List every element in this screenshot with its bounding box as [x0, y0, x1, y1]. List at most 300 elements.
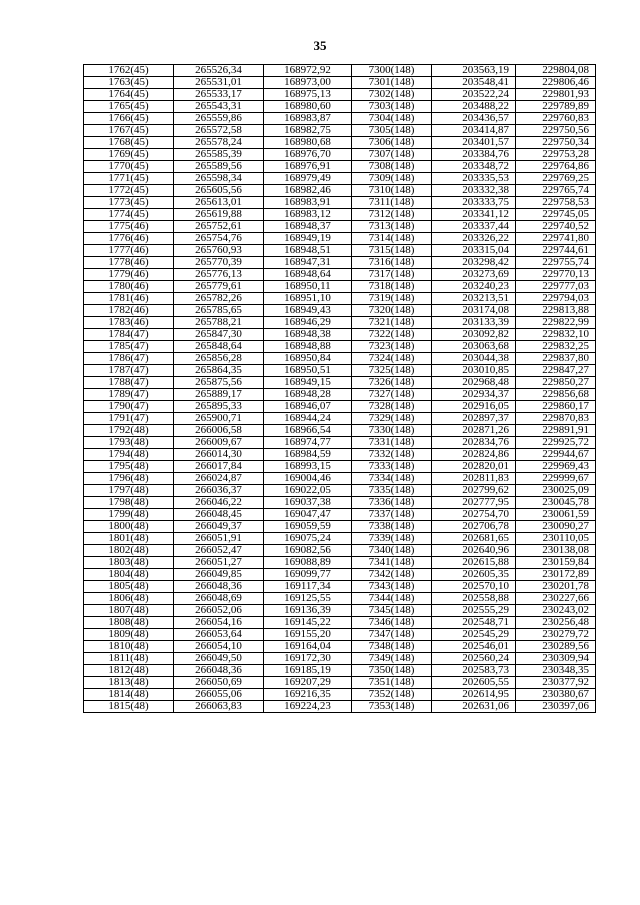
table-cell: 1794(48) — [84, 449, 174, 461]
table-cell: 1774(45) — [84, 209, 174, 221]
table-cell: 1815(48) — [84, 701, 174, 713]
table-cell: 1801(48) — [84, 533, 174, 545]
table-cell: 7307(148) — [352, 149, 432, 161]
table-cell: 202934,37 — [432, 389, 516, 401]
table-cell: 168947,31 — [264, 257, 352, 269]
table-cell: 7345(148) — [352, 605, 432, 617]
table-cell: 168982,46 — [264, 185, 352, 197]
table-cell: 229804,08 — [516, 65, 596, 77]
table-cell: 203341,12 — [432, 209, 516, 221]
coordinates-table — [83, 64, 596, 713]
table-row — [84, 353, 596, 365]
table-cell: 202968,48 — [432, 377, 516, 389]
table-cell: 168949,43 — [264, 305, 352, 317]
table-cell: 168972,92 — [264, 65, 352, 77]
table-cell: 203273,69 — [432, 269, 516, 281]
table-row — [84, 401, 596, 413]
table-cell: 1802(48) — [84, 545, 174, 557]
table-cell: 7300(148) — [352, 65, 432, 77]
table-cell: 202681,65 — [432, 533, 516, 545]
table-cell: 202546,01 — [432, 641, 516, 653]
table-row — [84, 125, 596, 137]
table-cell: 169117,34 — [264, 581, 352, 593]
table-cell: 265889,17 — [174, 389, 264, 401]
table-cell: 7330(148) — [352, 425, 432, 437]
table-cell: 168973,00 — [264, 77, 352, 89]
table-cell: 230380,67 — [516, 689, 596, 701]
table-row — [84, 281, 596, 293]
table-row — [84, 569, 596, 581]
table-cell: 202897,37 — [432, 413, 516, 425]
table-cell: 266051,91 — [174, 533, 264, 545]
table-cell: 7352(148) — [352, 689, 432, 701]
table-cell: 266009,67 — [174, 437, 264, 449]
table-cell: 202820,01 — [432, 461, 516, 473]
table-cell: 265578,24 — [174, 137, 264, 149]
table-cell: 168983,87 — [264, 113, 352, 125]
table-cell: 168975,13 — [264, 89, 352, 101]
table-cell: 202777,95 — [432, 497, 516, 509]
table-cell: 265770,39 — [174, 257, 264, 269]
table-cell: 229860,17 — [516, 401, 596, 413]
table-row — [84, 65, 596, 77]
table-cell: 7326(148) — [352, 377, 432, 389]
table-cell: 1798(48) — [84, 497, 174, 509]
table-cell: 1764(45) — [84, 89, 174, 101]
table-cell: 7351(148) — [352, 677, 432, 689]
table-cell: 203436,57 — [432, 113, 516, 125]
table-row — [84, 233, 596, 245]
table-cell: 168948,28 — [264, 389, 352, 401]
table-cell: 265526,34 — [174, 65, 264, 77]
table-cell: 1775(46) — [84, 221, 174, 233]
table-row — [84, 617, 596, 629]
table-cell: 7332(148) — [352, 449, 432, 461]
table-cell: 203401,57 — [432, 137, 516, 149]
table-cell: 7349(148) — [352, 653, 432, 665]
table-cell: 169145,22 — [264, 617, 352, 629]
table-cell: 203348,72 — [432, 161, 516, 173]
table-cell: 229770,13 — [516, 269, 596, 281]
table-row — [84, 557, 596, 569]
table-cell: 1812(48) — [84, 665, 174, 677]
table-cell: 168979,49 — [264, 173, 352, 185]
table-cell: 203315,04 — [432, 245, 516, 257]
table-cell: 169022,05 — [264, 485, 352, 497]
table-cell: 203488,22 — [432, 101, 516, 113]
table-cell: 1810(48) — [84, 641, 174, 653]
table-cell: 7313(148) — [352, 221, 432, 233]
table-cell: 168949,15 — [264, 377, 352, 389]
table-cell: 1787(47) — [84, 365, 174, 377]
table-cell: 7305(148) — [352, 125, 432, 137]
table-cell: 229925,72 — [516, 437, 596, 449]
table-cell: 203063,68 — [432, 341, 516, 353]
table-row — [84, 185, 596, 197]
table-cell: 202570,10 — [432, 581, 516, 593]
table-cell: 229806,46 — [516, 77, 596, 89]
table-cell: 7312(148) — [352, 209, 432, 221]
table-cell: 202548,71 — [432, 617, 516, 629]
table-cell: 229745,05 — [516, 209, 596, 221]
table-row — [84, 221, 596, 233]
table-cell: 7317(148) — [352, 269, 432, 281]
table-cell: 168950,51 — [264, 365, 352, 377]
table-cell: 265559,86 — [174, 113, 264, 125]
table-cell: 266055,06 — [174, 689, 264, 701]
table-cell: 229870,83 — [516, 413, 596, 425]
table-row — [84, 389, 596, 401]
table-cell: 229753,28 — [516, 149, 596, 161]
table-cell: 1782(46) — [84, 305, 174, 317]
table-cell: 229789,89 — [516, 101, 596, 113]
table-row — [84, 317, 596, 329]
table-cell: 266054,16 — [174, 617, 264, 629]
table-cell: 1811(48) — [84, 653, 174, 665]
table-cell: 1788(47) — [84, 377, 174, 389]
table-row — [84, 173, 596, 185]
table-row — [84, 101, 596, 113]
table-cell: 266054,10 — [174, 641, 264, 653]
table-cell: 168948,37 — [264, 221, 352, 233]
table-cell: 203174,08 — [432, 305, 516, 317]
table-cell: 168949,19 — [264, 233, 352, 245]
table-cell: 230279,72 — [516, 629, 596, 641]
table-cell: 230138,08 — [516, 545, 596, 557]
table-cell: 230377,92 — [516, 677, 596, 689]
table-cell: 168944,24 — [264, 413, 352, 425]
table-cell: 1786(47) — [84, 353, 174, 365]
table-cell: 203332,38 — [432, 185, 516, 197]
table-cell: 266017,84 — [174, 461, 264, 473]
table-row — [84, 197, 596, 209]
table-cell: 169185,19 — [264, 665, 352, 677]
table-cell: 229850,27 — [516, 377, 596, 389]
table-cell: 169125,55 — [264, 593, 352, 605]
table-cell: 169047,47 — [264, 509, 352, 521]
table-cell: 168983,91 — [264, 197, 352, 209]
table-cell: 203335,53 — [432, 173, 516, 185]
table-cell: 266048,69 — [174, 593, 264, 605]
table-row — [84, 425, 596, 437]
table-cell: 266051,27 — [174, 557, 264, 569]
table-cell: 168948,88 — [264, 341, 352, 353]
table-row — [84, 533, 596, 545]
table-cell: 203333,75 — [432, 197, 516, 209]
table-cell: 7350(148) — [352, 665, 432, 677]
table-cell: 7346(148) — [352, 617, 432, 629]
table-cell: 230025,09 — [516, 485, 596, 497]
table-cell: 202555,29 — [432, 605, 516, 617]
table-cell: 229750,34 — [516, 137, 596, 149]
table-cell: 265543,31 — [174, 101, 264, 113]
table-row — [84, 605, 596, 617]
table-cell: 265875,56 — [174, 377, 264, 389]
table-row — [84, 161, 596, 173]
table-cell: 230090,27 — [516, 521, 596, 533]
table-cell: 1769(45) — [84, 149, 174, 161]
table-cell: 202605,55 — [432, 677, 516, 689]
table-cell: 169059,59 — [264, 521, 352, 533]
table-cell: 7337(148) — [352, 509, 432, 521]
table-cell: 265856,28 — [174, 353, 264, 365]
table-cell: 265847,30 — [174, 329, 264, 341]
table-cell: 266048,36 — [174, 581, 264, 593]
table-cell: 168983,12 — [264, 209, 352, 221]
table-cell: 169082,56 — [264, 545, 352, 557]
table-cell: 168980,60 — [264, 101, 352, 113]
table-cell: 265895,33 — [174, 401, 264, 413]
table-cell: 168951,10 — [264, 293, 352, 305]
table-cell: 266014,30 — [174, 449, 264, 461]
table-cell: 266050,69 — [174, 677, 264, 689]
table-cell: 203240,23 — [432, 281, 516, 293]
table-cell: 202871,26 — [432, 425, 516, 437]
table-cell: 1793(48) — [84, 437, 174, 449]
table-row — [84, 521, 596, 533]
table-row — [84, 293, 596, 305]
table-cell: 1805(48) — [84, 581, 174, 593]
table-cell: 7309(148) — [352, 173, 432, 185]
table-cell: 1783(46) — [84, 317, 174, 329]
table-cell: 7340(148) — [352, 545, 432, 557]
table-cell: 1808(48) — [84, 617, 174, 629]
table-row — [84, 593, 596, 605]
table-cell: 229999,67 — [516, 473, 596, 485]
table-cell: 230159,84 — [516, 557, 596, 569]
table-cell: 169164,04 — [264, 641, 352, 653]
table-cell: 168950,11 — [264, 281, 352, 293]
table-cell: 1791(47) — [84, 413, 174, 425]
table-row — [84, 245, 596, 257]
table-cell: 1767(45) — [84, 125, 174, 137]
table-cell: 266053,64 — [174, 629, 264, 641]
table-cell: 1804(48) — [84, 569, 174, 581]
table-cell: 7341(148) — [352, 557, 432, 569]
table-row — [84, 89, 596, 101]
table-cell: 265776,13 — [174, 269, 264, 281]
table-cell: 7334(148) — [352, 473, 432, 485]
table-cell: 7321(148) — [352, 317, 432, 329]
table-row — [84, 473, 596, 485]
table-cell: 265864,35 — [174, 365, 264, 377]
table-cell: 1784(47) — [84, 329, 174, 341]
table-cell: 169088,89 — [264, 557, 352, 569]
table-cell: 7336(148) — [352, 497, 432, 509]
table-cell: 168948,64 — [264, 269, 352, 281]
table-cell: 1795(48) — [84, 461, 174, 473]
table-cell: 229832,25 — [516, 341, 596, 353]
table-row — [84, 209, 596, 221]
table-cell: 1777(46) — [84, 245, 174, 257]
table-cell: 230172,89 — [516, 569, 596, 581]
table-cell: 202799,62 — [432, 485, 516, 497]
table-cell: 265605,56 — [174, 185, 264, 197]
table-row — [84, 113, 596, 125]
table-cell: 229856,68 — [516, 389, 596, 401]
table-cell: 1813(48) — [84, 677, 174, 689]
table-row — [84, 701, 596, 713]
table-cell: 229755,74 — [516, 257, 596, 269]
table-cell: 266006,58 — [174, 425, 264, 437]
table-cell: 169216,35 — [264, 689, 352, 701]
table-cell: 229794,03 — [516, 293, 596, 305]
table-cell: 203414,87 — [432, 125, 516, 137]
table-cell: 202560,24 — [432, 653, 516, 665]
table-cell: 203326,22 — [432, 233, 516, 245]
table-cell: 202811,83 — [432, 473, 516, 485]
table-cell: 202583,73 — [432, 665, 516, 677]
table-cell: 1790(47) — [84, 401, 174, 413]
table-cell: 229837,80 — [516, 353, 596, 365]
table-cell: 230227,66 — [516, 593, 596, 605]
table-cell: 7348(148) — [352, 641, 432, 653]
table-cell: 169004,46 — [264, 473, 352, 485]
table-cell: 169172,30 — [264, 653, 352, 665]
table-cell: 7333(148) — [352, 461, 432, 473]
table-row — [84, 413, 596, 425]
table-cell: 168946,07 — [264, 401, 352, 413]
table-cell: 203010,85 — [432, 365, 516, 377]
table-cell: 168980,68 — [264, 137, 352, 149]
table-cell: 203522,24 — [432, 89, 516, 101]
table-row — [84, 509, 596, 521]
table-cell: 229891,91 — [516, 425, 596, 437]
table-row — [84, 257, 596, 269]
table-cell: 229822,99 — [516, 317, 596, 329]
table-cell: 1779(46) — [84, 269, 174, 281]
table-cell: 1771(45) — [84, 173, 174, 185]
table-cell: 7343(148) — [352, 581, 432, 593]
table-cell: 7301(148) — [352, 77, 432, 89]
table-cell: 229744,61 — [516, 245, 596, 257]
table-cell: 7311(148) — [352, 197, 432, 209]
table-cell: 266049,85 — [174, 569, 264, 581]
table-cell: 230061,59 — [516, 509, 596, 521]
table-cell: 168948,51 — [264, 245, 352, 257]
table-cell: 229969,43 — [516, 461, 596, 473]
table-cell: 229741,80 — [516, 233, 596, 245]
table-cell: 202834,76 — [432, 437, 516, 449]
table-cell: 229769,25 — [516, 173, 596, 185]
table-cell: 202545,29 — [432, 629, 516, 641]
table-cell: 1796(48) — [84, 473, 174, 485]
table-cell: 7320(148) — [352, 305, 432, 317]
table-cell: 266048,45 — [174, 509, 264, 521]
table-cell: 266024,87 — [174, 473, 264, 485]
table-row — [84, 629, 596, 641]
table-row — [84, 377, 596, 389]
table-cell: 203548,41 — [432, 77, 516, 89]
table-cell: 169136,39 — [264, 605, 352, 617]
table-cell: 1799(48) — [84, 509, 174, 521]
table-cell: 229813,88 — [516, 305, 596, 317]
table-cell: 230397,06 — [516, 701, 596, 713]
table-cell: 1768(45) — [84, 137, 174, 149]
table-cell: 265598,34 — [174, 173, 264, 185]
coordinates-table-body — [84, 65, 596, 713]
table-cell: 203213,51 — [432, 293, 516, 305]
table-row — [84, 305, 596, 317]
table-cell: 202605,35 — [432, 569, 516, 581]
table-cell: 266063,83 — [174, 701, 264, 713]
table-cell: 230110,05 — [516, 533, 596, 545]
table-cell: 7331(148) — [352, 437, 432, 449]
table-cell: 1803(48) — [84, 557, 174, 569]
table-cell: 7323(148) — [352, 341, 432, 353]
table-cell: 1773(45) — [84, 197, 174, 209]
table-row — [84, 461, 596, 473]
table-cell: 168974,77 — [264, 437, 352, 449]
table-cell: 1792(48) — [84, 425, 174, 437]
table-cell: 203092,82 — [432, 329, 516, 341]
table-cell: 265900,71 — [174, 413, 264, 425]
table-cell: 168976,91 — [264, 161, 352, 173]
table-cell: 265760,93 — [174, 245, 264, 257]
table-cell: 168966,54 — [264, 425, 352, 437]
table-cell: 168984,59 — [264, 449, 352, 461]
table-cell: 169075,24 — [264, 533, 352, 545]
table-cell: 7325(148) — [352, 365, 432, 377]
table-cell: 168948,38 — [264, 329, 352, 341]
table-cell: 1814(48) — [84, 689, 174, 701]
table-cell: 7338(148) — [352, 521, 432, 533]
table-cell: 7335(148) — [352, 485, 432, 497]
table-cell: 7314(148) — [352, 233, 432, 245]
table-cell: 266046,22 — [174, 497, 264, 509]
table-cell: 265788,21 — [174, 317, 264, 329]
table-cell: 230243,02 — [516, 605, 596, 617]
table-cell: 203337,44 — [432, 221, 516, 233]
table-cell: 1766(45) — [84, 113, 174, 125]
table-cell: 7342(148) — [352, 569, 432, 581]
table-cell: 7303(148) — [352, 101, 432, 113]
table-cell: 202706,78 — [432, 521, 516, 533]
table-cell: 1780(46) — [84, 281, 174, 293]
table-cell: 202824,86 — [432, 449, 516, 461]
table-cell: 265782,26 — [174, 293, 264, 305]
table-cell: 1809(48) — [84, 629, 174, 641]
table-cell: 1781(46) — [84, 293, 174, 305]
table-cell: 169224,23 — [264, 701, 352, 713]
table-cell: 265533,17 — [174, 89, 264, 101]
table-cell: 230256,48 — [516, 617, 596, 629]
table-cell: 7353(148) — [352, 701, 432, 713]
table-row — [84, 449, 596, 461]
table-cell: 1785(47) — [84, 341, 174, 353]
table-cell: 265531,01 — [174, 77, 264, 89]
table-cell: 229765,74 — [516, 185, 596, 197]
table-row — [84, 485, 596, 497]
table-row — [84, 545, 596, 557]
table-cell: 7318(148) — [352, 281, 432, 293]
table-cell: 230045,78 — [516, 497, 596, 509]
table-row — [84, 269, 596, 281]
table-cell: 229760,83 — [516, 113, 596, 125]
table-row — [84, 365, 596, 377]
table-cell: 202615,88 — [432, 557, 516, 569]
table-cell: 7319(148) — [352, 293, 432, 305]
table-row — [84, 641, 596, 653]
table-row — [84, 665, 596, 677]
table-cell: 266049,37 — [174, 521, 264, 533]
table-cell: 202614,95 — [432, 689, 516, 701]
table-cell: 7322(148) — [352, 329, 432, 341]
table-cell: 229750,56 — [516, 125, 596, 137]
table-cell: 266052,06 — [174, 605, 264, 617]
table-cell: 229764,86 — [516, 161, 596, 173]
table-row — [84, 689, 596, 701]
